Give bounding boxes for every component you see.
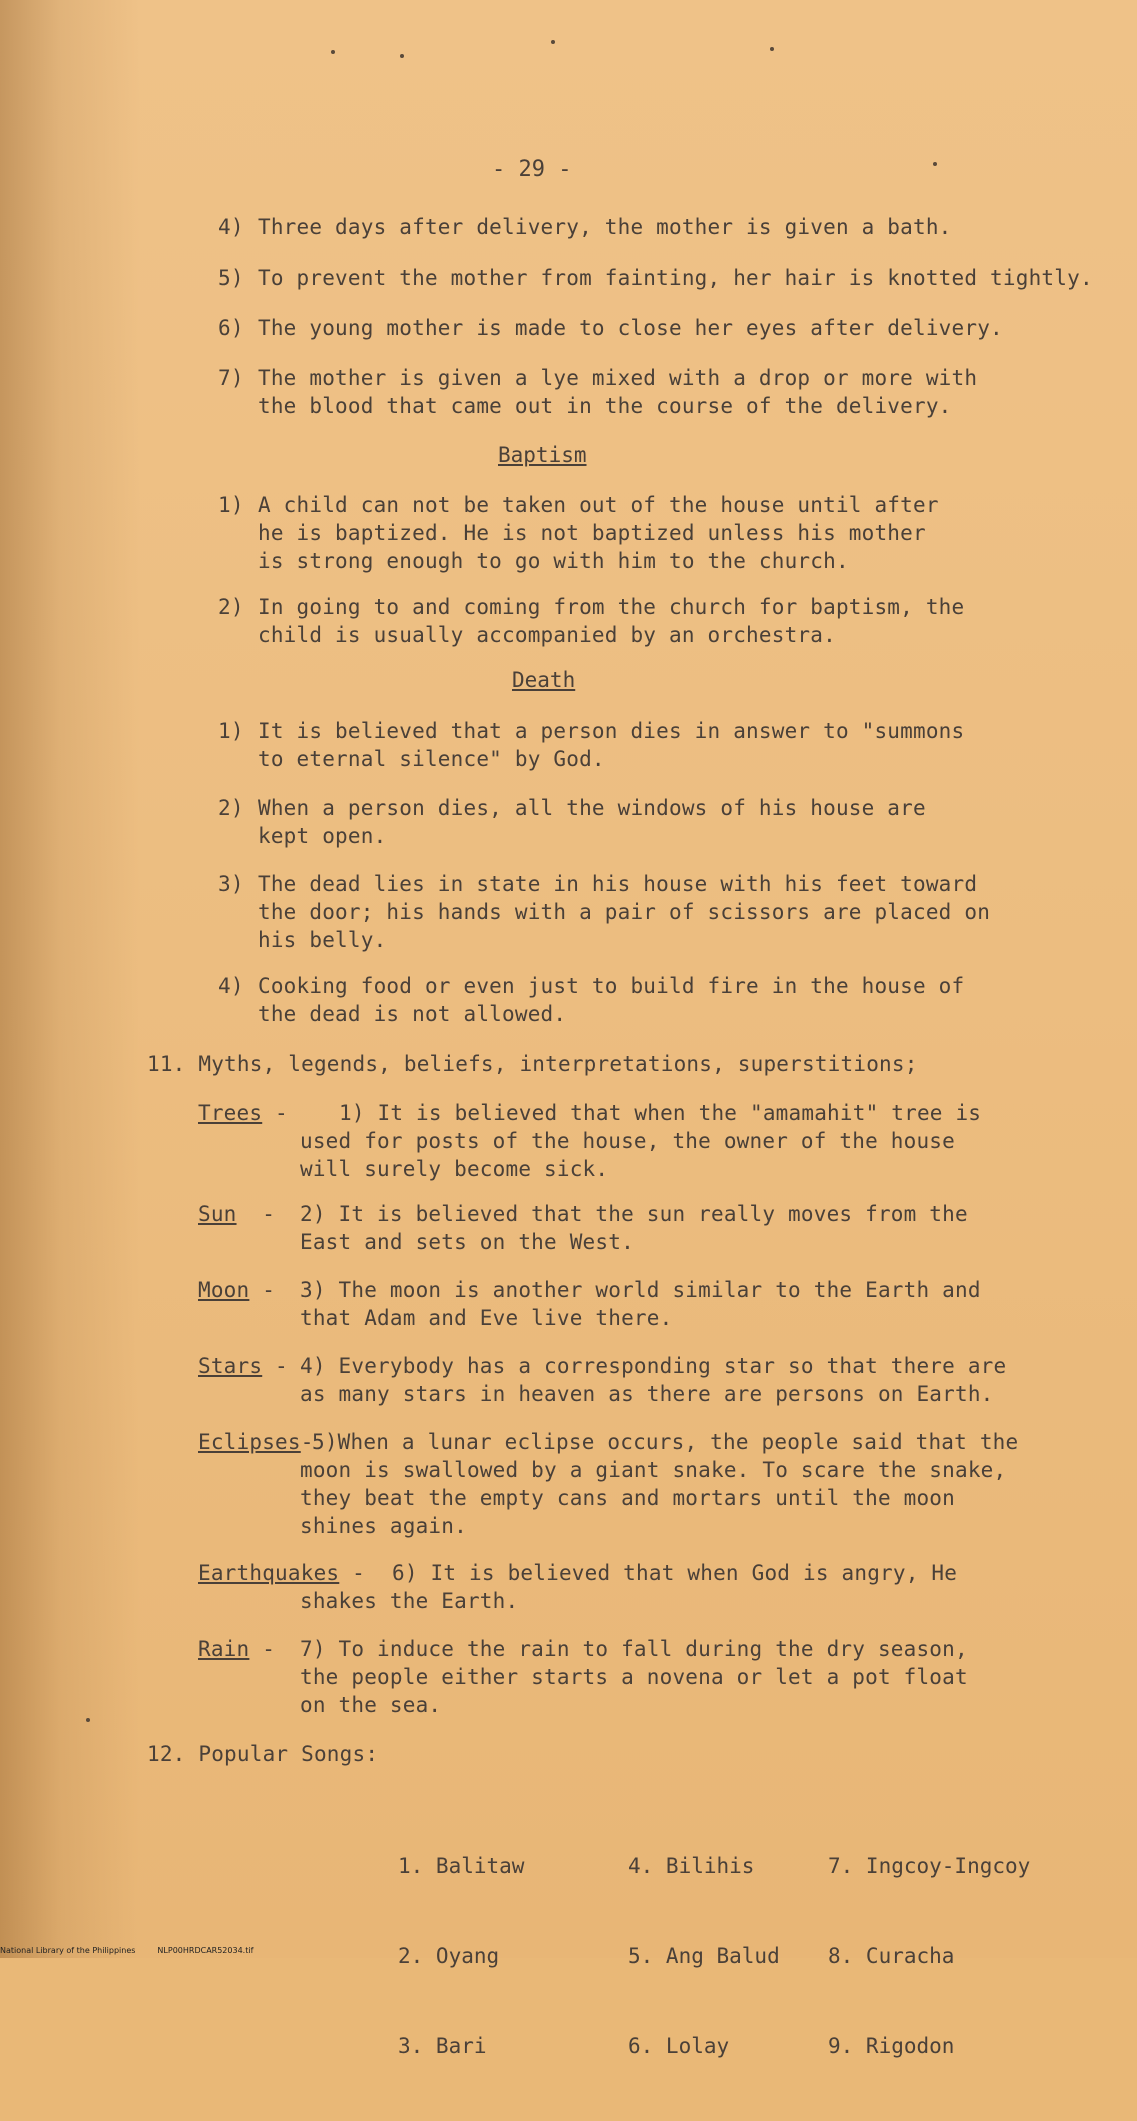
song-item: 1. Balitaw xyxy=(398,1854,525,1878)
song-item: 5. Ang Balud xyxy=(628,1944,780,1968)
section-title-11: 11. Myths, legends, beliefs, interpretations, superstitions; xyxy=(147,1052,918,1076)
belief-label-sun: Sun xyxy=(198,1202,237,1226)
belief-label-rain: Rain xyxy=(198,1637,250,1661)
footer-file: NLP00HRDCAR52034.tif xyxy=(157,1946,254,1955)
list-number: 1) xyxy=(218,719,244,743)
page-number: - 29 - xyxy=(492,157,572,182)
list-number: 2) xyxy=(218,595,244,619)
list-number: 1) xyxy=(218,493,244,517)
list-text: Three days after delivery, the mother is given a bath. xyxy=(258,215,952,239)
song-item: 7. Ingcoy-Ingcoy xyxy=(828,1854,1031,1878)
belief-text: moon is swallowed by a giant snake. To scare the snake, xyxy=(300,1458,1007,1482)
list-text: The dead lies in state in his house with his feet toward xyxy=(258,872,978,896)
list-text: It is believed that a person dies in answer to "summons xyxy=(258,719,965,743)
belief-text: East and sets on the West. xyxy=(300,1230,634,1254)
list-text: the dead is not allowed. xyxy=(258,1002,567,1026)
belief-label xyxy=(198,1635,288,1663)
belief-label xyxy=(198,1352,301,1380)
belief-label-moon: Moon xyxy=(198,1278,250,1302)
belief-text: 2) It is believed that the sun really moves from the xyxy=(300,1202,968,1226)
belief-separator: - xyxy=(249,1637,288,1661)
scan-footer xyxy=(0,1946,275,1956)
belief-label xyxy=(198,1200,288,1228)
song-item: 9. Rigodon xyxy=(828,2034,955,2058)
list-number: 5) xyxy=(218,266,244,290)
list-number: 2) xyxy=(218,796,244,820)
list-number: 7) xyxy=(218,366,244,390)
belief-separator: - xyxy=(300,1430,314,1454)
paper-speck xyxy=(770,47,774,51)
paper-speck xyxy=(933,162,937,166)
belief-label xyxy=(198,1276,288,1304)
list-number: 6) xyxy=(218,316,244,340)
belief-text: 3) The moon is another world similar to the Earth and xyxy=(300,1278,981,1302)
belief-text: 5)When a lunar eclipse occurs, the people said that the xyxy=(312,1430,1019,1454)
belief-text: 4) Everybody has a corresponding star so that there are xyxy=(300,1354,1007,1378)
belief-text: used for posts of the house, the owner of the house xyxy=(300,1129,955,1153)
belief-text: shines again. xyxy=(300,1514,467,1538)
song-item: 8. Curacha xyxy=(828,1944,955,1968)
song-column-2 xyxy=(628,1791,780,2121)
belief-label-stars: Stars xyxy=(198,1354,263,1378)
list-number: 4) xyxy=(218,974,244,998)
belief-separator: - xyxy=(249,1278,288,1302)
section-title-12: 12. Popular Songs: xyxy=(147,1742,379,1766)
belief-separator: - xyxy=(236,1202,288,1226)
list-text: The young mother is made to close her eyes after delivery. xyxy=(258,316,1003,340)
belief-label-trees: Trees xyxy=(198,1101,263,1125)
song-item: 3. Bari xyxy=(398,2034,487,2058)
belief-label xyxy=(198,1559,378,1587)
list-number: 3) xyxy=(218,872,244,896)
belief-text: 6) It is believed that when God is angry, He xyxy=(392,1561,958,1585)
belief-separator: - xyxy=(262,1354,301,1378)
section-heading-baptism: Baptism xyxy=(498,443,587,467)
paper-speck xyxy=(331,50,335,54)
list-text: The mother is given a lye mixed with a drop or more with xyxy=(258,366,978,390)
list-text: he is baptized. He is not baptized unless his mother xyxy=(258,521,926,545)
paper-speck xyxy=(86,1718,90,1722)
list-text: To prevent the mother from fainting, her hair is knotted tightly. xyxy=(258,266,1093,290)
song-item: 2. Oyang xyxy=(398,1944,500,1968)
list-text: his belly. xyxy=(258,928,387,952)
belief-text: as many stars in heaven as there are persons on Earth. xyxy=(300,1382,994,1406)
belief-label-eclipses: Eclipses xyxy=(198,1430,301,1454)
list-text: In going to and coming from the church for baptism, the xyxy=(258,595,965,619)
belief-separator: - xyxy=(262,1101,301,1125)
belief-text: 1) It is believed that when the "amamahit" tree is xyxy=(339,1101,982,1125)
belief-text: will surely become sick. xyxy=(300,1157,609,1181)
list-text: the blood that came out in the course of the delivery. xyxy=(258,394,952,418)
belief-label xyxy=(198,1428,314,1456)
paper-speck xyxy=(551,40,555,44)
section-heading-death: Death xyxy=(512,668,576,692)
song-column-1 xyxy=(398,1791,524,2121)
list-text: A child can not be taken out of the house until after xyxy=(258,493,939,517)
belief-text: shakes the Earth. xyxy=(300,1589,519,1613)
list-text: kept open. xyxy=(258,824,387,848)
belief-label-earthquakes: Earthquakes xyxy=(198,1561,340,1585)
list-text: the door; his hands with a pair of scissors are placed on xyxy=(258,900,991,924)
list-text: is strong enough to go with him to the church. xyxy=(258,549,849,573)
belief-text: that Adam and Eve live there. xyxy=(300,1306,673,1330)
list-number: 4) xyxy=(218,215,244,239)
list-text: When a person dies, all the windows of his house are xyxy=(258,796,926,820)
song-item: 6. Lolay xyxy=(628,2034,730,2058)
belief-text: 7) To induce the rain to fall during the dry season, xyxy=(300,1637,968,1661)
list-text: to eternal silence" by God. xyxy=(258,747,605,771)
paper-speck xyxy=(400,54,404,58)
footer-library: National Library of the Philippines xyxy=(0,1946,136,1955)
belief-separator: - xyxy=(339,1561,378,1585)
list-text: child is usually accompanied by an orchestra. xyxy=(258,623,836,647)
belief-text: on the sea. xyxy=(300,1693,442,1717)
song-column-3 xyxy=(828,1791,1030,2121)
belief-text: they beat the empty cans and mortars until the moon xyxy=(300,1486,955,1510)
belief-text: the people either starts a novena or let a pot float xyxy=(300,1665,968,1689)
belief-label xyxy=(198,1099,301,1127)
list-text: Cooking food or even just to build fire in the house of xyxy=(258,974,965,998)
song-item: 4. Bilihis xyxy=(628,1854,755,1878)
